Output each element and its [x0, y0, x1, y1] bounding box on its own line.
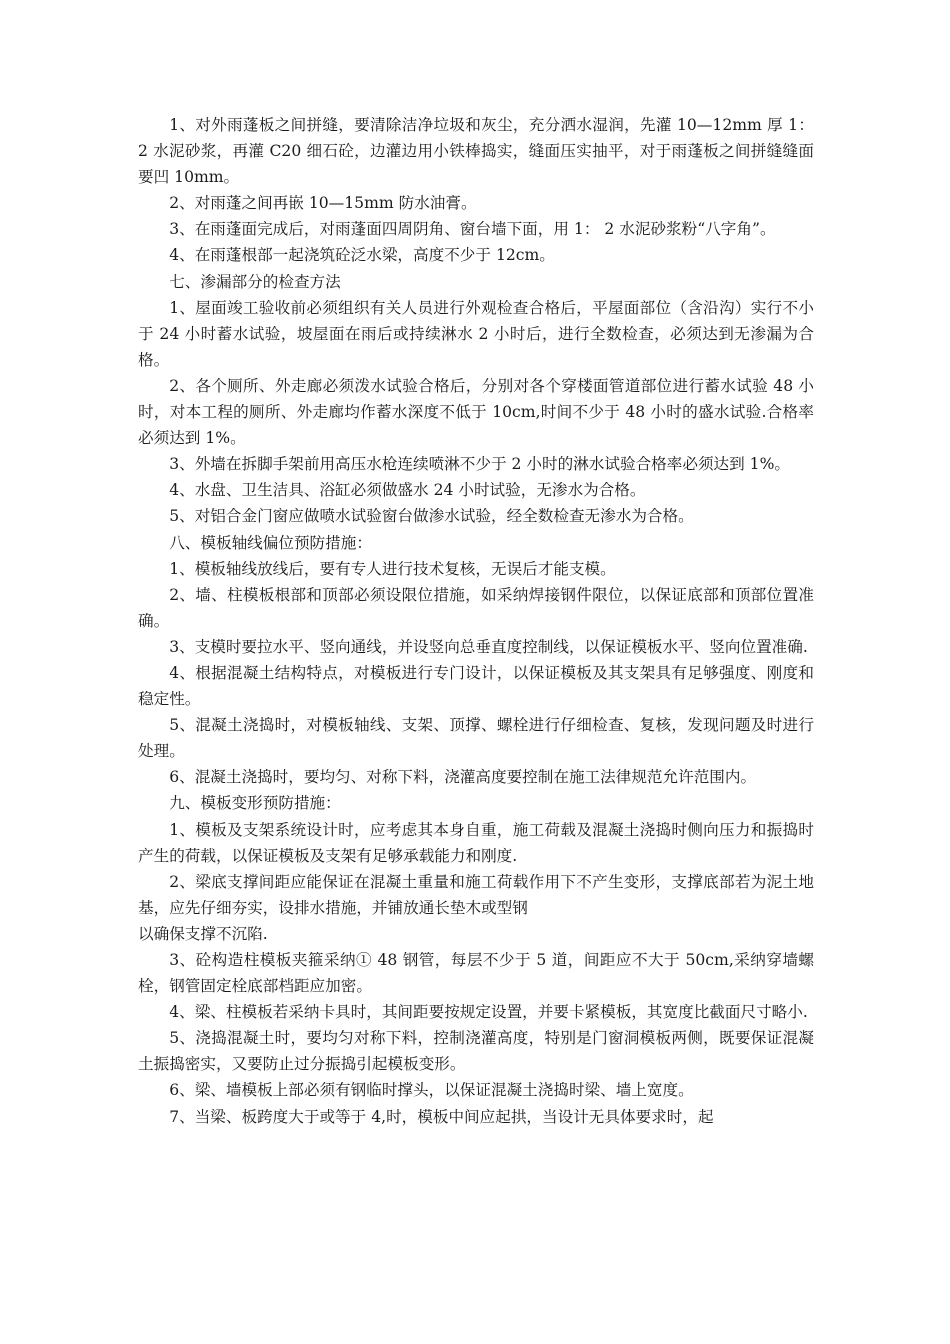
paragraph: 2、墙、柱模板根部和顶部必须设限位措施，如采纳焊接钢件限位，以保证底部和顶部位置准确。: [138, 585, 814, 630]
paragraph: 2、梁底支撑间距应能保证在混凝土重量和施工荷载作用下不产生变形，支撑底部若为泥土地基，应先仔细夯实，设排水措施，并铺放通长垫木或型钢: [138, 872, 814, 917]
paragraph: 5、对铝合金门窗应做喷水试验窗台做渗水试验，经全数检查无渗水为合格。: [169, 507, 694, 526]
paragraph: 3、支模时要拉水平、竖向通线，并设竖向总垂直度控制线，以保证模板水平、竖向位置准确.: [169, 637, 808, 656]
paragraph: 5、混凝土浇捣时，对模板轴线、支架、顶撑、螺栓进行仔细检查、复核，发现问题及时进行处理。: [138, 716, 814, 761]
paragraph: 4、水盘、卫生洁具、浴缸必须做盛水 24 小时试验，无渗水为合格。: [169, 481, 646, 500]
paragraph: 4、在雨蓬根部一起浇筑砼泛水梁，高度不少于 12cm。: [169, 246, 555, 265]
document-body: [138, 112, 814, 1130]
paragraph: 2、对雨蓬之间再嵌 10—15mm 防水油膏。: [169, 194, 477, 213]
paragraph: 3、砼构造柱模板夹箍采纳① 48 钢管，每层不少于 5 道，间距应不大于 50cm,采纳穿墙螺栓，钢管固定栓底部档距应加密。: [138, 951, 814, 996]
paragraph-continuation: 以确保支撑不沉陷.: [138, 924, 268, 943]
paragraph: 1、模板及支架系统设计时，应考虑其本身自重，施工荷载及混凝土浇捣时侧向压力和振捣时产生的荷载，以保证模板及支架有足够承载能力和刚度.: [138, 820, 814, 865]
section-heading: 七、渗漏部分的检查方法: [169, 272, 341, 291]
paragraph: 6、混凝土浇捣时，要均匀、对称下料，浇灌高度要控制在施工法律规范允许范围内。: [169, 768, 757, 787]
paragraph: 3、在雨蓬面完成后，对雨蓬面四周阴角、窗台墙下面，用 1： 2 水泥砂浆粉“八字角”。: [169, 220, 776, 239]
paragraph: 5、浇捣混凝土时，要均匀对称下料，控制浇灌高度，特别是门窗洞模板两侧，既要保证混凝土振捣密实，又要防止过分振捣引起模板变形。: [138, 1029, 814, 1074]
paragraph: 4、根据混凝土结构特点，对模板进行专门设计，以保证模板及其支架具有足够强度、刚度和稳定性。: [138, 663, 814, 709]
paragraph: 7、当梁、板跨度大于或等于 4,时，模板中间应起拱，当设计无具体要求时，起: [169, 1107, 714, 1126]
paragraph: 1、对外雨蓬板之间拼缝，要清除洁净垃圾和灰尘，充分洒水湿润，先灌 10—12mm 厚 1： 2 水泥砂浆，再灌 C20 细石砼，边灌边用小铁棒捣实，缝面压实抽平，对于雨蓬板之间拼缝缝面要凹 10mm。: [138, 116, 814, 187]
paragraph: 1、屋面竣工验收前必须组织有关人员进行外观检查合格后，平屋面部位（含沿沟）实行不小于 24 小时蓄水试验，坡屋面在雨后或持续淋水 2 小时后，进行全数检查，必须达到无渗漏为合格。: [138, 298, 814, 369]
paragraph: 2、各个厕所、外走廊必须泼水试验合格后，分别对各个穿楼面管道部位进行蓄水试验 48 小时，对本工程的厕所、外走廊均作蓄水深度不低于 10cm,时间不少于 48 小时的盛水试验.合格率必须达到 1%。: [138, 376, 814, 448]
paragraph: 4、梁、柱模板若采纳卡具时，其间距要按规定设置，并要卡紧模板，其宽度比截面尺寸略小.: [169, 1003, 808, 1022]
paragraph: 6、梁、墙模板上部必须有钢临时撑头，以保证混凝土浇捣时梁、墙上宽度。: [169, 1081, 694, 1100]
section-heading: 八、模板轴线偏位预防措施：: [169, 533, 372, 552]
paragraph: 3、外墙在拆脚手架前用高压水枪连续喷淋不少于 2 小时的淋水试验合格率必须达到 1%。: [169, 455, 791, 474]
section-heading: 九、模板变形预防措施：: [169, 794, 341, 813]
paragraph: 1、模板轴线放线后，要有专人进行技术复核，无误后才能支模。: [169, 559, 616, 578]
